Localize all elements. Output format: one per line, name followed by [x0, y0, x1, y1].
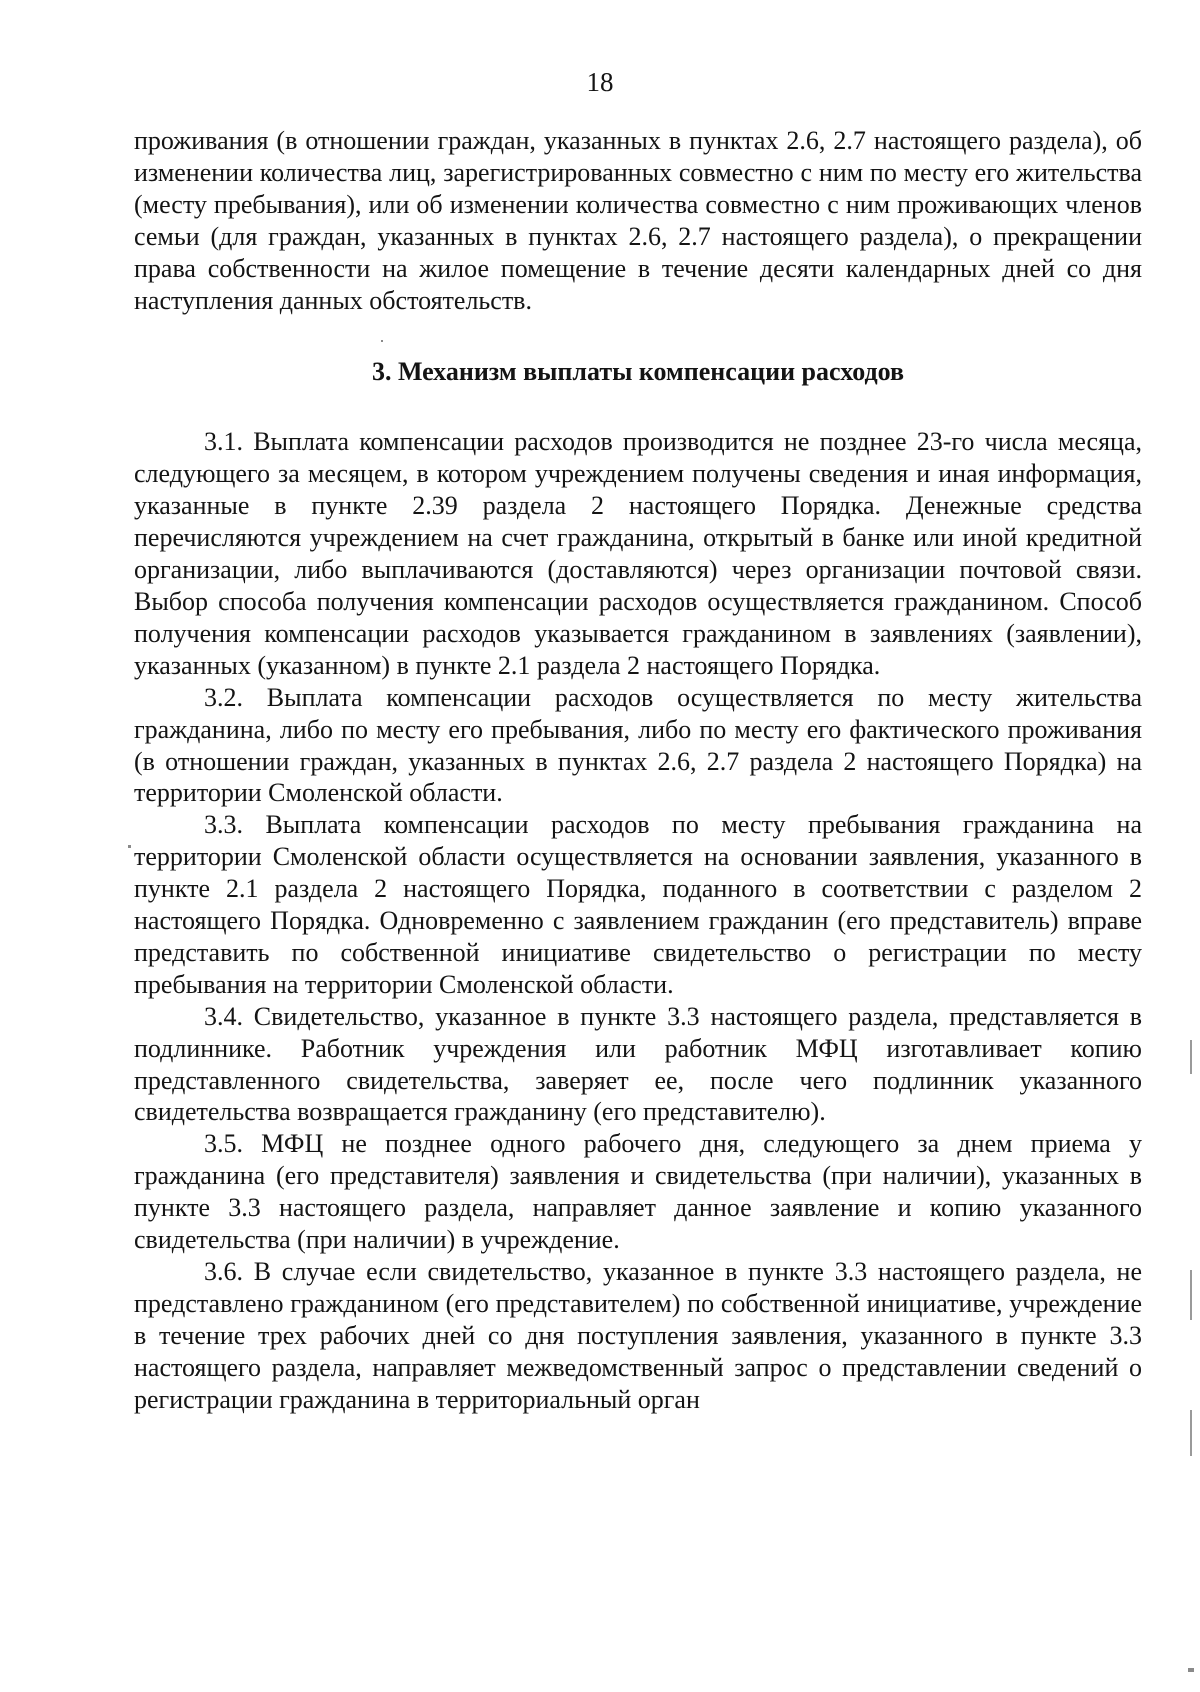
paragraph-3-4: 3.4. Свидетельство, указанное в пункте 3.3 настоящего раздела, представляется в подлиннике. Работник учреждения или работник МФЦ изготавливает копию представленного свидетельства, заверяет ее, после чего подлинник указанного свидетельства возвращается гражданину (его представителю). — [134, 1001, 1142, 1127]
paragraph-3-6: 3.6. В случае если свидетельство, указанное в пункте 3.3 настоящего раздела, не представлено гражданином (его представителем) по собственной инициативе, учреждение в течение трех рабочих дней со дня поступления заявления, указанного в пункте 3.3 настоящего раздела, направляет межведомственный запрос о представлении сведений о регистрации гражданина в территориальный орган — [134, 1257, 1142, 1414]
paragraph-3-1: 3.1. Выплата компенсации расходов производится не позднее 23-го числа месяца, следующего за месяцем, в котором учреждением получены сведения и иная информация, указанные в пункте 2.39 раздела 2 настоящего Порядка. Денежные средства перечисляются учреждением на счет гражданина, открытый в банке или иной кредитной организации, либо выплачиваются (доставляются) через организации почтовой связи. Выбор способа получения компенсации расходов осуществляется гражданином. Способ получения компенсации расходов указывается гражданином в заявлениях (заявлении), указанных (указанном) в пункте 2.1 раздела 2 настоящего Порядка. — [134, 427, 1142, 680]
scan-edge-mark — [1190, 1270, 1192, 1320]
scan-speck — [1188, 1668, 1194, 1672]
page-number: 18 — [586, 67, 614, 97]
section-heading: 3. Механизм выплаты компенсации расходов — [371, 357, 905, 387]
scan-edge-mark — [1190, 1410, 1192, 1456]
paragraph-3-3: 3.3. Выплата компенсации расходов по месту пребывания гражданина на территории Смоленской области осуществляется на основании заявления, указанного в пункте 2.1 раздела 2 настоящего Порядка, поданного в соответствии с разделом 2 настоящего Порядка. Одновременно с заявлением гражданин (его представитель) вправе представить по собственной инициативе свидетельство о регистрации по месту пребывания на территории Смоленской области. — [134, 810, 1142, 999]
document-body — [134, 125, 1142, 1416]
paragraph-3-2: 3.2. Выплата компенсации расходов осуществляется по месту жительства гражданина, либо по месту его пребывания, либо по месту его фактического проживания (в отношении граждан, указанных в пунктах 2.6, 2.7 раздела 2 настоящего Порядка) на территории Смоленской области. — [134, 682, 1142, 808]
scan-edge-mark — [1190, 1040, 1192, 1074]
scan-speck — [128, 845, 131, 848]
intro-paragraph: проживания (в отношении граждан, указанных в пунктах 2.6, 2.7 настоящего раздела), об изменении количества лиц, зарегистрированных совместно с ним по месту его жительства (месту пребывания), или об изменении количества совместно с ним проживающих членов семьи (для граждан, указанных в пунктах 2.6, 2.7 настоящего раздела), о прекращении права собственности на жилое помещение в течение десяти календарных дней со дня наступления данных обстоятельств. — [134, 126, 1142, 315]
paragraph-3-5: 3.5. МФЦ не позднее одного рабочего дня, следующего за днем приема у гражданина (его представителя) заявления и свидетельства (при наличии), указанных в пункте 3.3 настоящего раздела, направляет данное заявление и копию указанного свидетельства (при наличии) в учреждение. — [134, 1129, 1142, 1255]
scan-speck — [381, 340, 383, 342]
